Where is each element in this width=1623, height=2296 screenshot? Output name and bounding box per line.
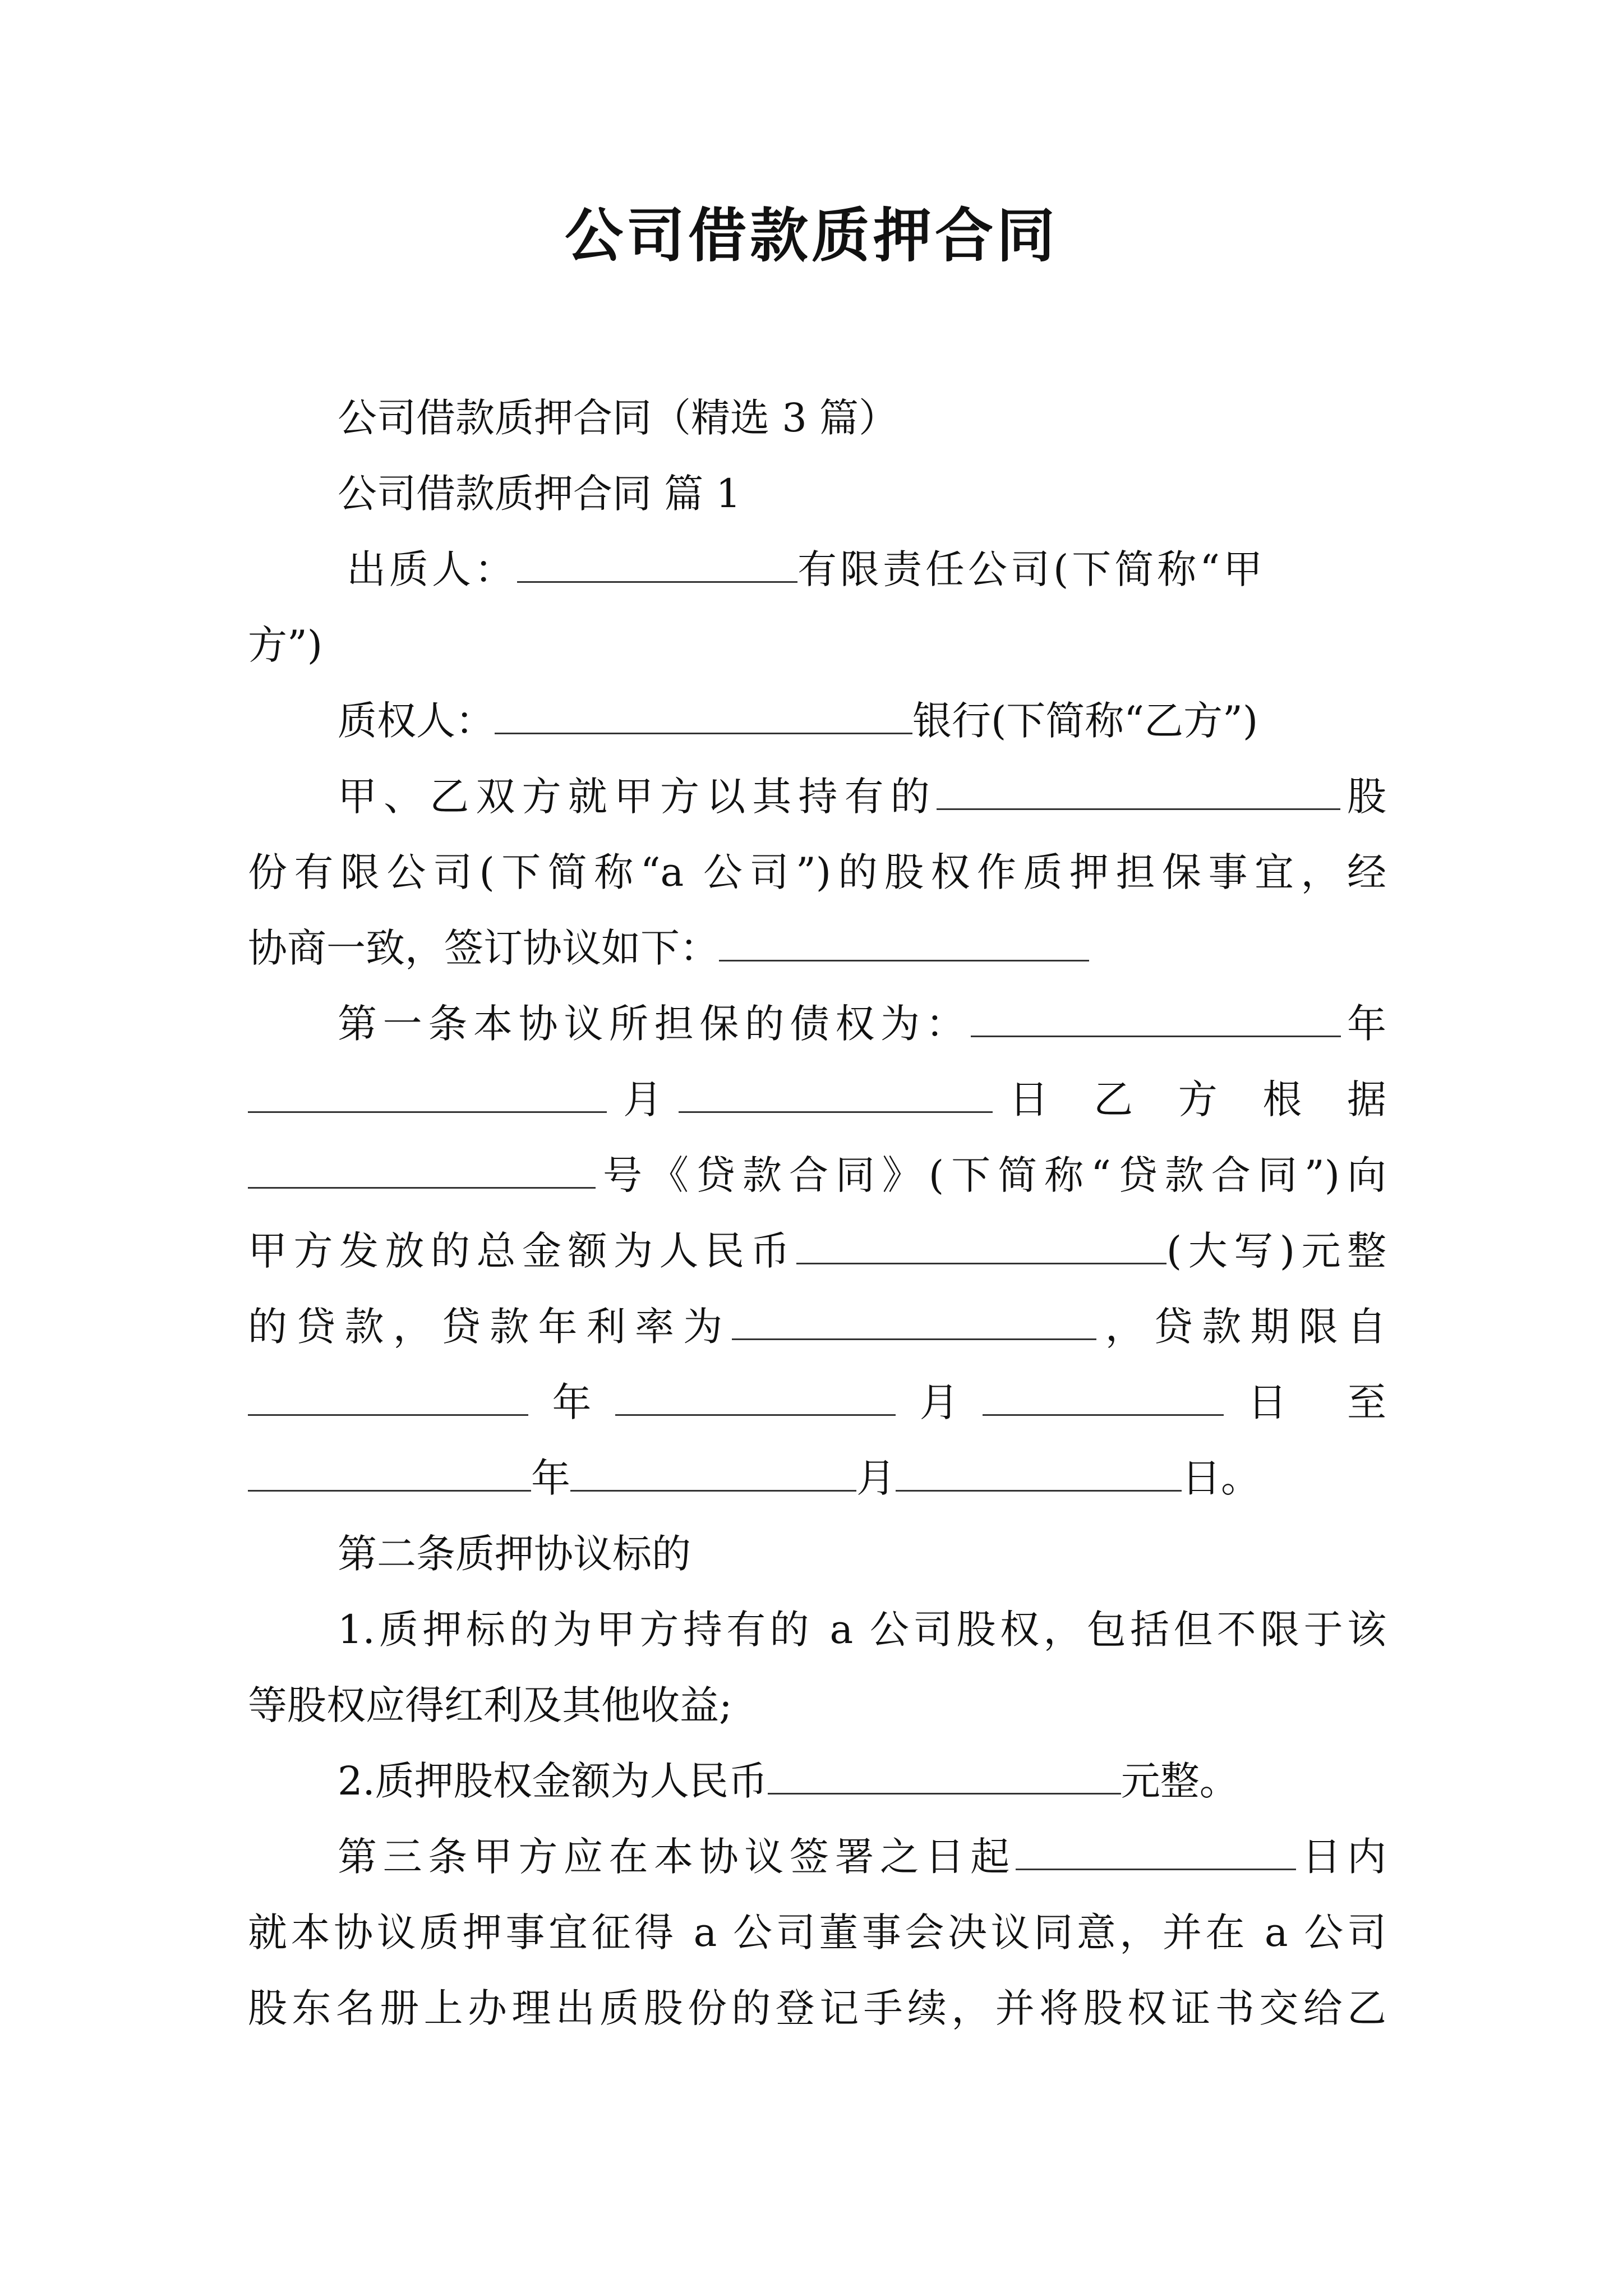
section-heading: 第二条质押协议标的 — [338, 1531, 691, 1577]
blank-field — [248, 1153, 596, 1189]
blank-field — [971, 1002, 1341, 1037]
pledgee-line: 质权人： 银行(下简称“乙方”) — [338, 698, 1258, 744]
article-heading: 公司借款质押合同 篇 1 — [338, 471, 741, 517]
text-line: 年 月 日。 — [248, 1450, 1386, 1506]
blank-field — [732, 1305, 1096, 1340]
blank-field — [937, 775, 1340, 810]
collection-title: 公司借款质押合同（精选 3 篇） — [338, 395, 898, 441]
blank-field — [719, 926, 1089, 961]
blank-field — [248, 1078, 607, 1113]
text-line: 方”) — [248, 622, 323, 668]
document-title: 公司借款质押合同 — [564, 201, 1058, 270]
blank-field — [248, 1456, 531, 1492]
text-line: 1.质押标的为甲方持有的 a 公司股权，包括但不限于该 — [338, 1607, 1386, 1653]
text-line: 年 月 日 至 — [248, 1374, 1386, 1430]
text-line: 2.质押股权金额为人民币 元整。 — [338, 1758, 1239, 1804]
blank-field — [495, 699, 912, 734]
text-line: 甲方发放的总金额为人民币 (大写)元整 — [248, 1228, 1386, 1274]
text-line: 号《贷款合同》(下简称“贷款合同”)向 — [248, 1147, 1386, 1203]
pledgor-line: 出质人： 有限责任公司(下简称“甲 — [347, 546, 1266, 592]
blank-field — [570, 1456, 856, 1492]
blank-field — [1016, 1835, 1296, 1870]
text-line: 甲、乙双方就甲方以其持有的 股 — [338, 774, 1386, 820]
text-line: 等股权应得红利及其他收益; — [248, 1682, 732, 1728]
blank-field — [768, 1759, 1121, 1795]
blank-field — [679, 1078, 993, 1113]
text-line: 的贷款，贷款年利率为 ，贷款期限自 — [248, 1304, 1386, 1350]
blank-field — [896, 1456, 1182, 1492]
blank-field — [248, 1381, 528, 1416]
blank-field — [517, 547, 797, 583]
text-line: 份有限公司(下简称“a 公司”)的股权作质押担保事宜，经 — [248, 849, 1386, 895]
blank-field — [983, 1381, 1224, 1416]
blank-field — [615, 1381, 896, 1416]
text-line: 股东名册上办理出质股份的登记手续，并将股权证书交给乙 — [248, 1985, 1386, 2031]
text-line: 第三条甲方应在本协议签署之日起 日内 — [338, 1834, 1386, 1880]
text-line: 协商一致，签订协议如下： — [248, 920, 1386, 976]
text-line: 就本协议质押事宜征得 a 公司董事会决议同意，并在 a 公司 — [248, 1910, 1386, 1955]
text-line: 第一条本协议所担保的债权为： 年 — [338, 1001, 1386, 1047]
text-line: 月 日 乙 方 根 据 — [248, 1071, 1386, 1128]
blank-field — [796, 1229, 1166, 1264]
